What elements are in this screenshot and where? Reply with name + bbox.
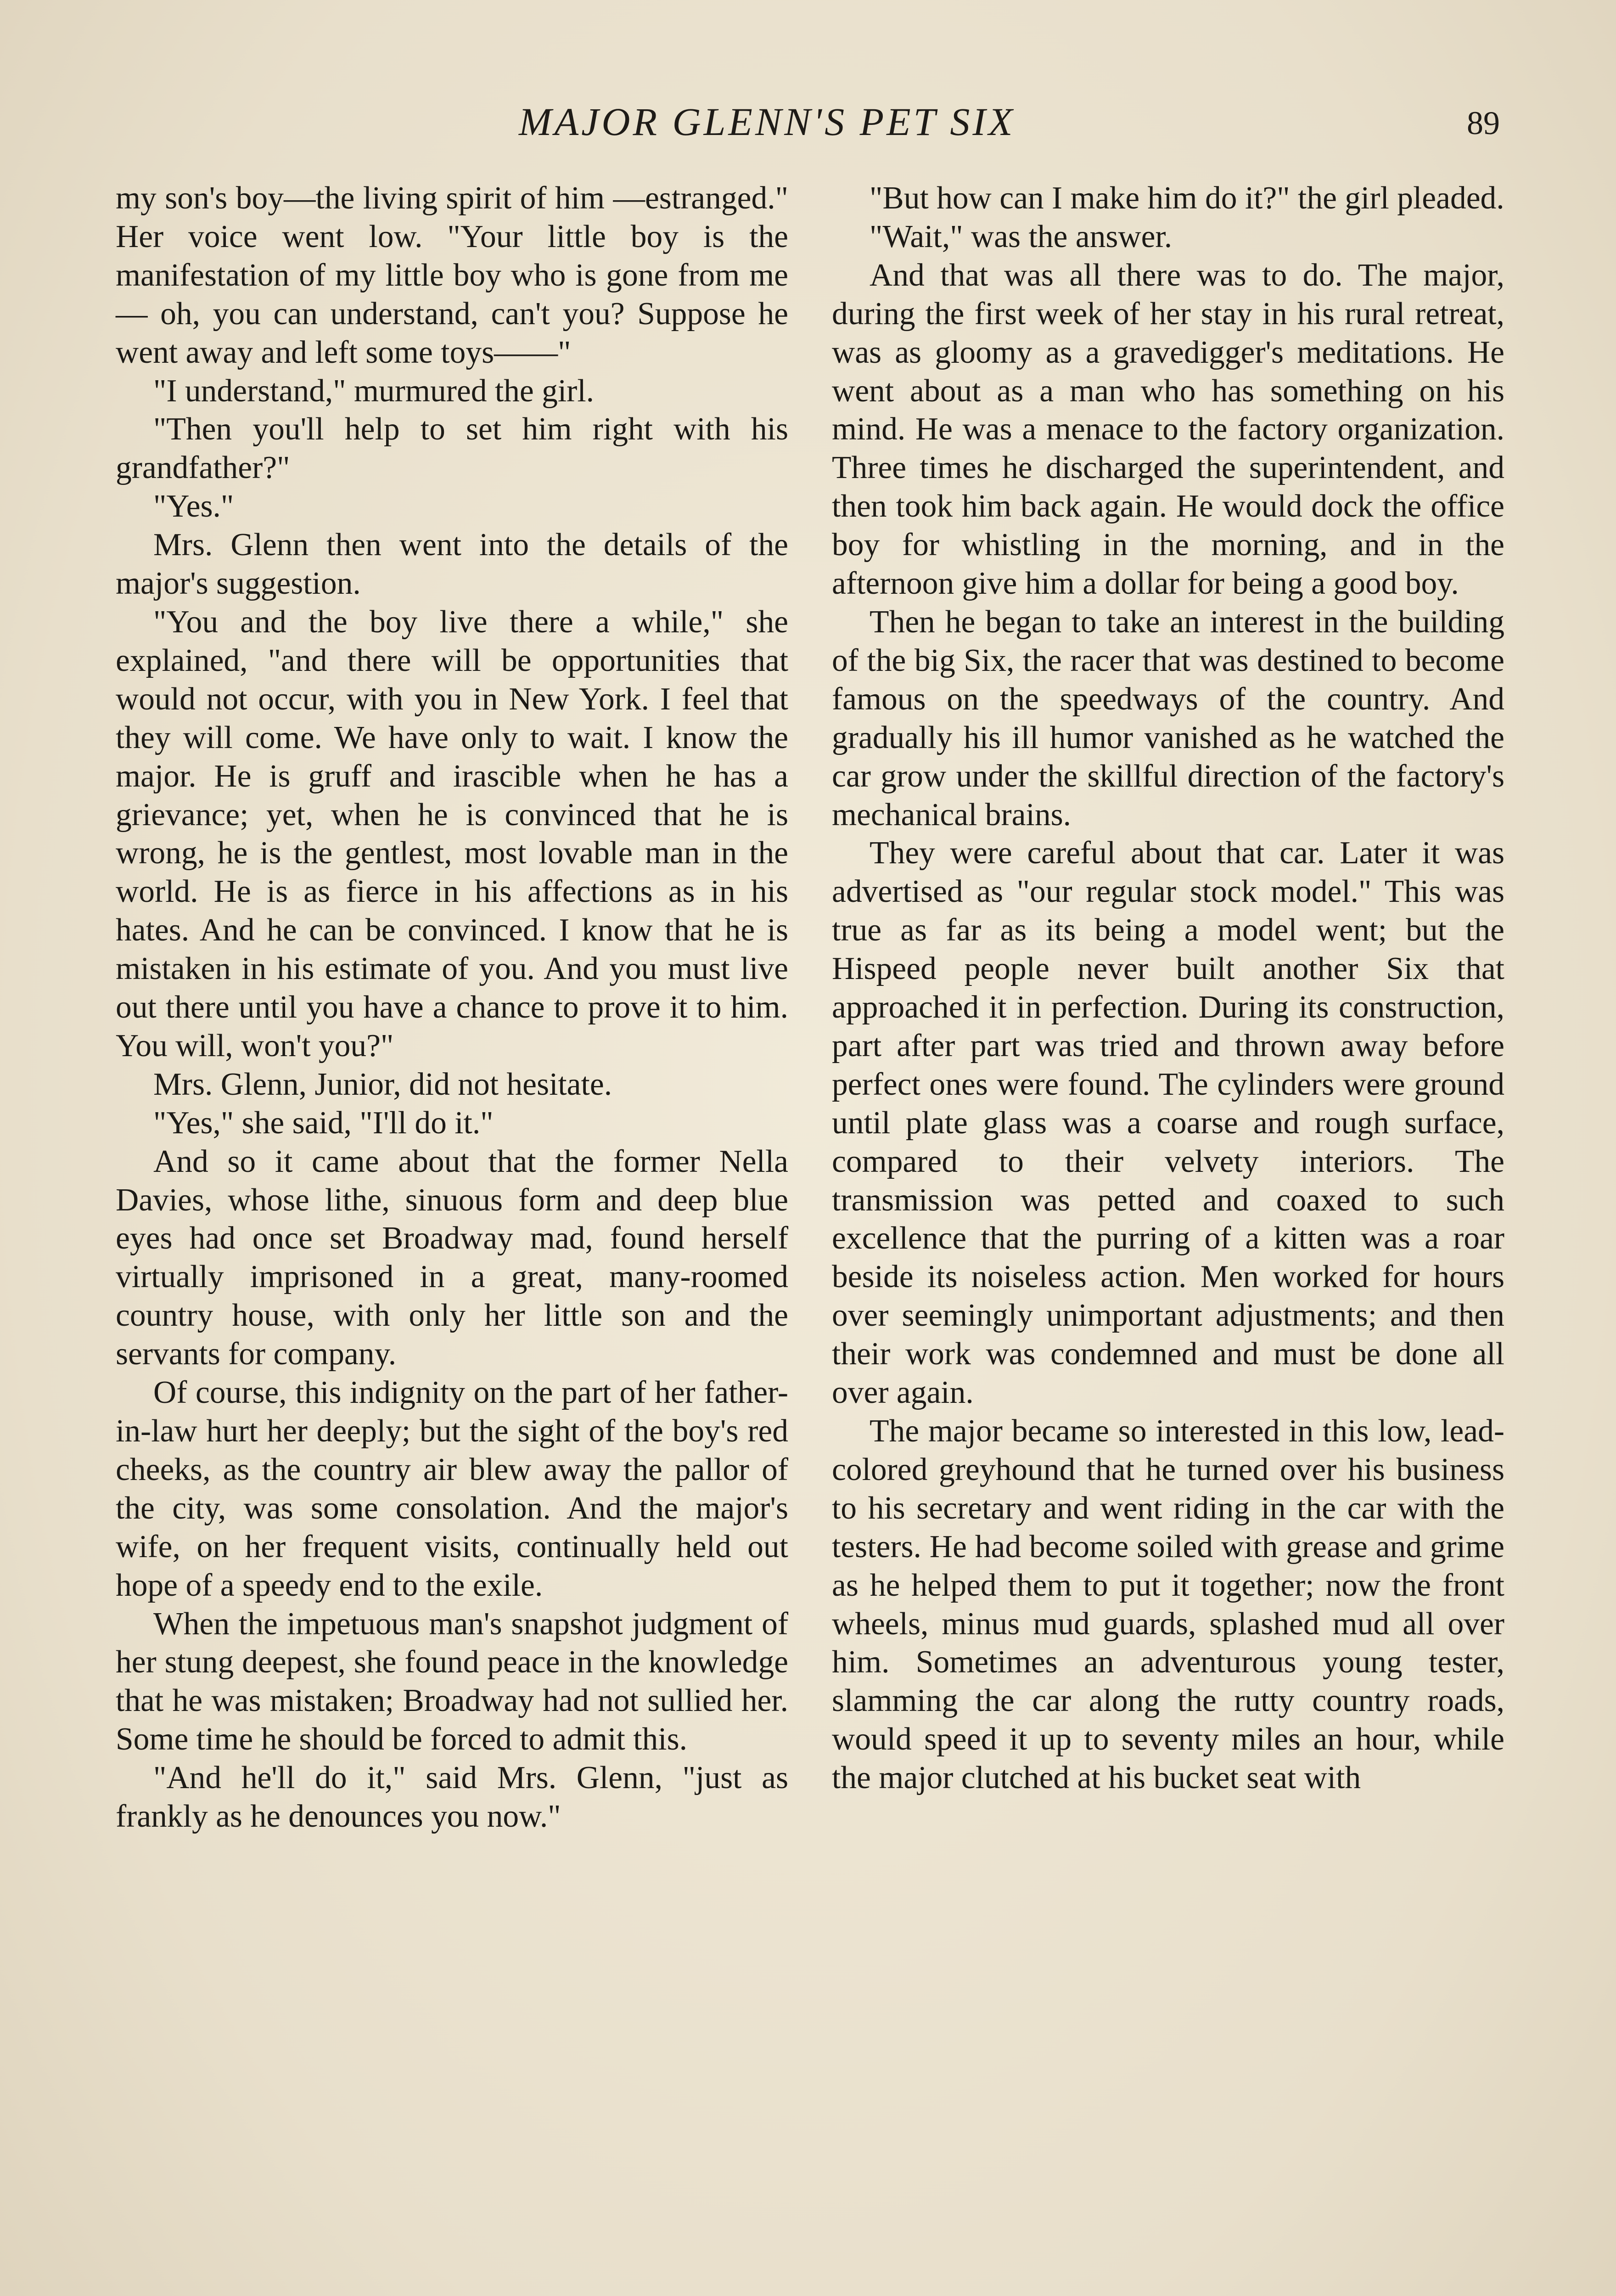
paragraph: And so it came about that the former Nella Davies, whose lithe, sinuous form and deep blue eyes had once set Broadway mad, found herself virtually imprisoned in a great, many-roomed country house, with only her little son and the servants for company.	[116, 1143, 788, 1372]
paragraph: Of course, this indignity on the part of her father-in-law hurt her deeply; but the sight of the boy's red cheeks, as the country air blew away the pallor of the city, was some consolation. And the major's wife, on her frequent visits, continually held out hope of a speedy end to the exile.	[116, 1375, 788, 1603]
paragraph: "Wait," was the answer.	[870, 219, 1173, 254]
left-column	[116, 179, 788, 1836]
paragraph: And that was all there was to do. The major, during the first week of her stay in his rural retreat, was as gloomy as a gravedigger's meditations. He went about as a man who has something on his mind. He was a menace to the factory organization. Three times he discharged the superintendent, and then took him back again. He would dock the office boy for whistling in the morning, and in the afternoon give him a dollar for being a good boy.	[832, 257, 1504, 602]
running-header	[0, 99, 1616, 154]
paragraph: When the impetuous man's snapshot judgment of her stung deepest, she found peace in the knowledge that he was mistaken; Broadway had not sullied her. Some time he should be forced to admit this.	[116, 1606, 788, 1757]
page-number: 89	[1467, 105, 1500, 141]
paragraph: my son's boy—the living spirit of him —estranged." Her voice went low. "Your little boy is the manifestation of my little boy who is gone from me— oh, you can understand, can't you? Suppose he went away and left some toys——"	[116, 180, 788, 370]
paragraph: The major became so interested in this low, lead-colored greyhound that he turned over his business to his secretary and went riding in the car with the testers. He had become soiled with grease and grime as he helped them to put it together; now the front wheels, minus mud guards, splashed mud all over him. Sometimes an adventurous young tester, slamming the car along the rutty country roads, would speed it up to seventy miles an hour, while the major clutched at his bucket seat with	[832, 1413, 1504, 1796]
paragraph: Mrs. Glenn then went into the details of the major's suggestion.	[116, 527, 788, 602]
paragraph: "Then you'll help to set him right with his grandfather?"	[116, 411, 788, 486]
right-column	[832, 179, 1504, 1797]
paragraph: "But how can I make him do it?" the girl pleaded.	[870, 180, 1504, 216]
paragraph: "And he'll do it," said Mrs. Glenn, "just as frankly as he denounces you now."	[116, 1760, 788, 1835]
paragraph: "I understand," murmured the girl.	[153, 373, 595, 409]
running-title: MAJOR GLENN'S PET SIX	[519, 100, 1016, 144]
paragraph: "You and the boy live there a while," she explained, "and there will be opportunities that would not occur, with you in New York. I feel that they will come. We have only to wait. I know the major. He is gruff and irascible when he has a grievance; yet, when he is convinced that he is wrong, he is the gentlest, most lovable man in the world. He is as fierce in his affections as in his hates. And he can be convinced. I know that he is mistaken in his estimate of you. And you must live out there until you have a chance to prove it to him. You will, won't you?"	[116, 604, 788, 1064]
paragraph: "Yes," she said, "I'll do it."	[153, 1105, 494, 1141]
paragraph: They were careful about that car. Later it was advertised as "our regular stock model." This was true as far as its being a model went; but the Hispeed people never built another Six that approached it in perfection. During its construction, part after part was tried and thrown away before perfect ones were found. The cylinders were ground until plate glass was a coarse and rough surface, compared to their velvety interiors. The transmission was petted and coaxed to such excellence that the purring of a kitten was a roar beside its noiseless action. Men worked for hours over seemingly unimportant adjustments; and then their work was condemned and must be done all over again.	[832, 835, 1504, 1411]
paragraph: Mrs. Glenn, Junior, did not hesitate.	[153, 1066, 612, 1102]
paragraph: "Yes."	[153, 489, 234, 524]
paragraph: Then he began to take an interest in the building of the big Six, the racer that was destined to become famous on the speedways of the country. And gradually his ill humor vanished as he watched the car grow under the skillful direction of the factory's mechanical brains.	[832, 604, 1504, 833]
